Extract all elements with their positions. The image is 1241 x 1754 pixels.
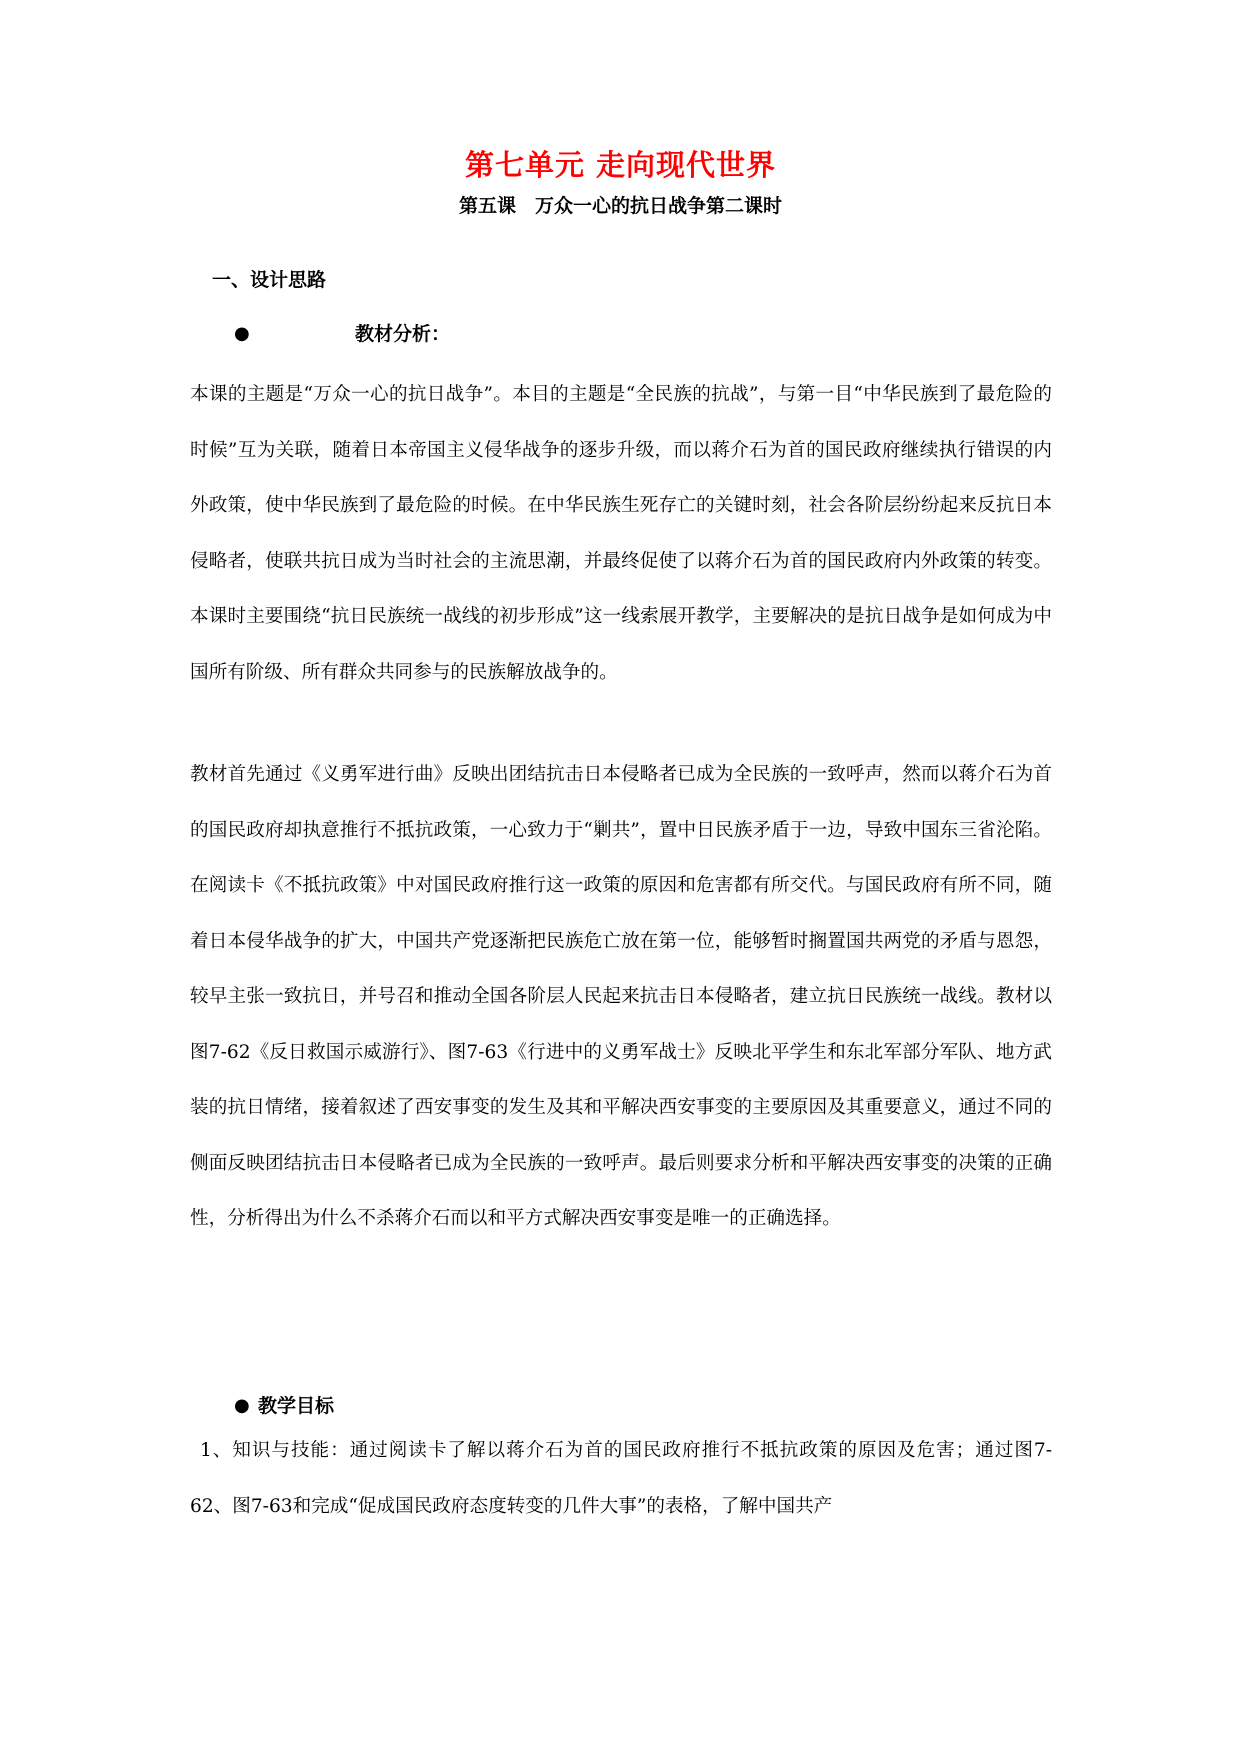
paragraph-textbook-content: 教材首先通过《义勇军进行曲》反映出团结抗击日本侵略者已成为全民族的一致呼声，然而以蒋介石为首的国民政府却执意推行不抵抗政策，一心致力于“剿共”，置中日民族矛盾于一边，导致中国东三省沦陷。在阅读卡《不抵抗政策》中对国民政府推行这一政策的原因和危害都有所交代。与国民政府有所不同，随着日本侵华战争的扩大，中国共产党逐渐把民族危亡放在第一位，能够暂时搁置国共两党的矛盾与恩怨，较早主张一致抗日，并号召和推动全国各阶层人民起来抗击日本侵略者，建立抗日民族统一战线。教材以图7-62《反日救国示威游行》、图7-63《行进中的义勇军战士》反映北平学生和东北军部分军队、地方武装的抗日情绪，接着叙述了西安事变的发生及其和平解决西安事变的主要原因及其重要意义，通过不同的侧面反映团结抗击日本侵略者已成为全民族的一致呼声。最后则要求分析和平解决西安事变的决策的正确性，分析得出为什么不杀蒋介石而以和平方式解决西安事变是唯一的正确选择。 (190, 764, 1052, 1229)
section-heading-design-ideas: 一、设计思路 (212, 269, 327, 291)
bullet-icon: ● (234, 1395, 250, 1416)
paragraph-theme: 本课的主题是“万众一心的抗日战争”。本目的主题是“全民族的抗战”，与第一目“中华民族到了最危险的时候”互为关联，随着日本帝国主义侵华战争的逐步升级，而以蒋介石为首的国民政府继续执行错误的内外政策，使中华民族到了最危险的时候。在中华民族生死存亡的关键时刻，社会各阶层纷纷起来反抗日本侵略者，使联共抗日成为当时社会的主流思潮，并最终促使了以蒋介石为首的国民政府内外政策的转变。本课时主要围绕“抗日民族统一战线的初步形成”这一线索展开教学，主要解决的是抗日战争是如何成为中国所有阶级、所有群众共同参与的民族解放战争的。 (190, 384, 1052, 683)
paragraph-knowledge-skills: 1、知识与技能：通过阅读卡了解以蒋介石为首的国民政府推行不抵抗政策的原因及危害；通过图7-62、图7-63和完成“促成国民政府态度转变的几件大事”的表格，了解中国共产 (190, 1440, 1052, 1517)
page-title: 第七单元 走向现代世界 (464, 148, 777, 182)
subheading-teaching-goals: 教学目标 (258, 1395, 335, 1417)
bullet-icon: ● (234, 323, 250, 344)
lesson-subtitle: 第五课 万众一心的抗日战争第二课时 (458, 195, 782, 217)
subheading-material-analysis: 教材分析： (355, 323, 451, 345)
